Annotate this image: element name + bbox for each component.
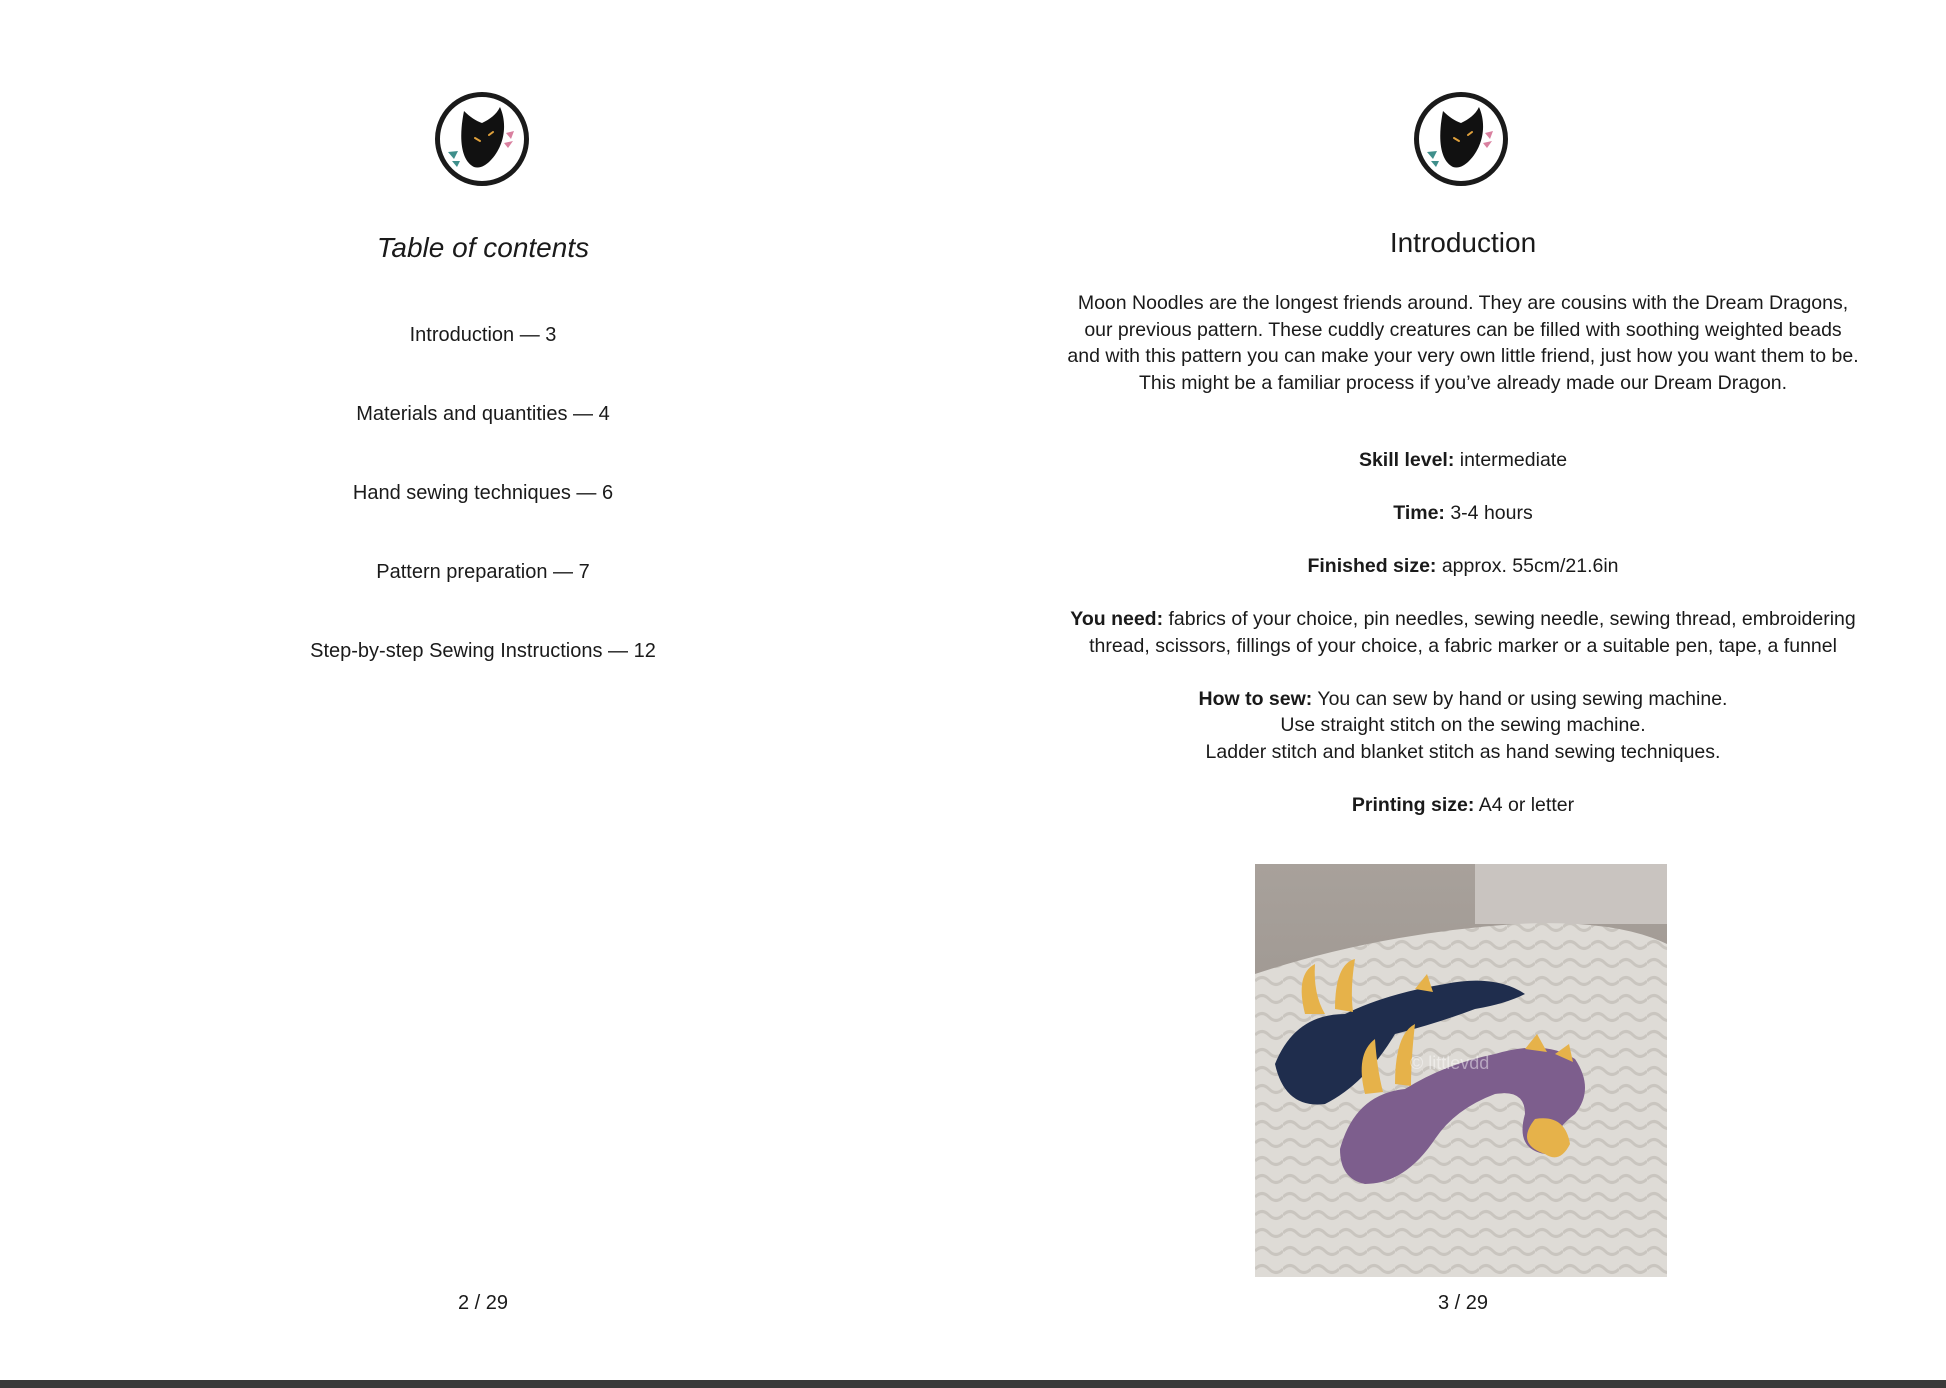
toc-item-sewing-instructions[interactable]: Step-by-step Sewing Instructions — 12 [310,640,656,662]
toc-item-introduction[interactable]: Introduction — 3 [409,324,557,346]
fox-head-logo-icon [1413,91,1509,187]
page-right [980,0,1946,1380]
spec-printing-size: Printing size: A4 or letter [1351,793,1575,816]
toc-title: Table of contents [376,232,590,263]
spec-finished-size: Finished size: approx. 55cm/21.6in [1307,555,1619,577]
page-number-left: 2 / 29 [457,1292,509,1314]
intro-title: Introduction [1389,227,1537,258]
dragon-plush-photo [1255,864,1667,1277]
fox-head-logo-icon [434,91,530,187]
spec-time: Time: 3-4 hours [1393,502,1533,524]
toc-list [0,320,966,715]
spec-skill-level: Skill level: intermediate [1358,449,1568,471]
viewer-bottom-bar [0,1380,1946,1388]
intro-paragraph: Moon Noodles are the longest friends around. They are cousins with the Dream Dragons, our previous pattern. These cuddly creatures can be filled with soothing weighted beads and with this pattern you can make your very own little friend, just how you want them to be. This might be a familiar process if you’ve already made our Dream Dragon. [1067,292,1859,394]
toc-item-materials[interactable]: Materials and quantities — 4 [356,403,610,425]
specs-list [1066,447,1860,845]
photo-watermark: © littlevdd [1410,1053,1490,1073]
page-left [0,0,966,1380]
spec-you-need: You need: fabrics of your choice, pin needles, sewing needle, sewing thread, embroidering thread, scissors, fillings of your choice, a fabric marker or a suitable pen, tape, a funnel [1070,608,1856,657]
toc-item-hand-sewing[interactable]: Hand sewing techniques — 6 [352,482,614,504]
page-number-right: 3 / 29 [1437,1292,1489,1314]
toc-item-pattern-preparation[interactable]: Pattern preparation — 7 [376,561,590,583]
spec-how-to-sew: How to sew: You can sew by hand or using sewing machine. Use straight stitch on the sewing machine. Ladder stitch and blanket stitch as hand sewing techniques. [1198,687,1728,763]
